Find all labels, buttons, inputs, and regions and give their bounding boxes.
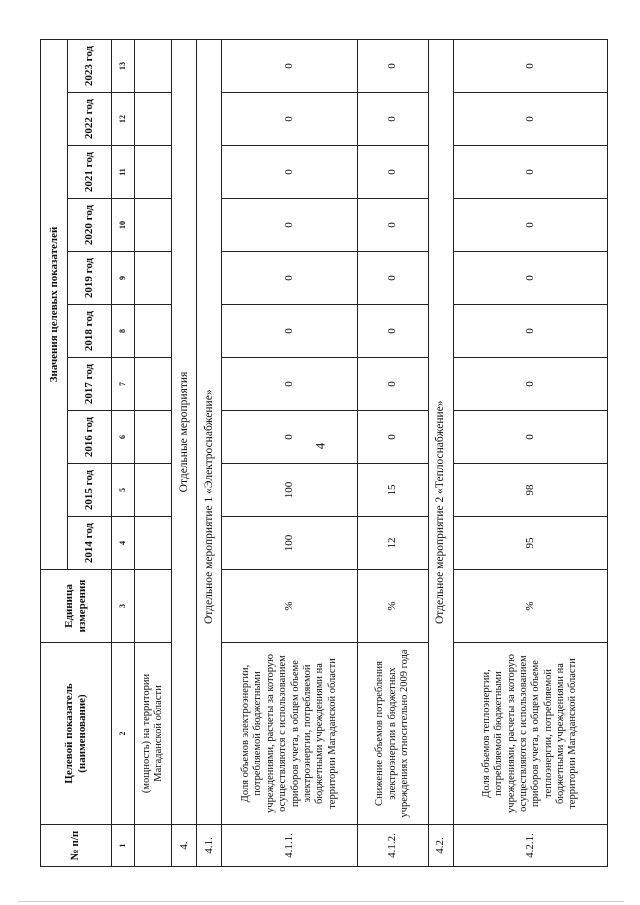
header-unit: Единица измерения [41,570,112,643]
row-value: 95 [453,517,607,570]
row-name: Доля объемов теплоэнергии, потребляемой бюджетными учреждениями, расчеты за которую осуществляются с использованием приборов учета, в общем объеме теплоэнергии, потребляемой бюджетными учреждениями на территории Магаданской области [453,643,607,825]
index-cell: 3 [111,570,134,643]
row-value: 100 [222,517,357,570]
header-year: 2014 год [68,517,112,570]
row-value: 0 [222,146,357,199]
index-cell: 5 [111,464,134,517]
row-value: 0 [222,93,357,146]
subsection-no: 4.2. [428,825,453,867]
header-year: 2015 год [68,464,112,517]
index-row [111,39,134,866]
header-values-group: Значения целевых показателей [41,39,68,569]
header-year: 2022 год [68,93,112,146]
header-year: 2018 год [68,305,112,358]
header-year: 2016 год [68,411,112,464]
row-value: 12 [357,517,428,570]
row-value: 0 [222,411,357,464]
section-no: 4. [172,825,197,867]
row-value: 15 [357,464,428,517]
index-cell: 12 [111,93,134,146]
row-value: 0 [357,252,428,305]
continuation-row [134,39,172,866]
subsection-title: Отдельное мероприятие 1 «Электроснабжение» [197,39,222,824]
index-cell: 8 [111,305,134,358]
header-no: № п/п [41,825,112,867]
index-cell: 1 [111,825,134,867]
row-value: 0 [453,358,607,411]
row-value: 0 [453,39,607,92]
row-no: 4.1.1. [222,825,357,867]
row-value: 0 [453,199,607,252]
index-cell: 6 [111,411,134,464]
row-value: 0 [453,252,607,305]
row-value: 0 [357,146,428,199]
row-unit: % [453,570,607,643]
row-value: 0 [453,411,607,464]
index-cell: 10 [111,199,134,252]
row-value: 0 [222,39,357,92]
table-row [222,39,357,866]
table-row [357,39,428,866]
header-indicator: Целевой показатель (наименование) [41,643,112,825]
index-cell: 2 [111,643,134,825]
row-no: 4.2.1. [453,825,607,867]
row-no: 4.1.2. [357,825,428,867]
row-name: Снижение объемов потребления электроэнергии в бюджетных учреждениях относительно 2009 года [357,643,428,825]
index-cell: 11 [111,146,134,199]
rotated-table-container [40,40,608,867]
row-value: 0 [222,199,357,252]
row-value: 0 [357,39,428,92]
header-year: 2019 год [68,252,112,305]
subsection-no: 4.1. [197,825,222,867]
section-title: Отдельные мероприятия [172,39,197,824]
section-row [172,39,197,866]
row-value: 100 [222,464,357,517]
target-indicators-table [40,39,608,867]
row-value: 0 [453,146,607,199]
index-cell: 13 [111,39,134,92]
index-cell: 9 [111,252,134,305]
subsection-title: Отдельное мероприятие 2 «Теплоснабжение» [428,39,453,824]
row-value: 0 [453,93,607,146]
subsection-row [197,39,222,866]
page-bottom-rule [18,901,624,902]
header-year: 2021 год [68,146,112,199]
row-value: 0 [357,93,428,146]
row-value: 0 [222,305,357,358]
row-unit: % [357,570,428,643]
index-cell: 7 [111,358,134,411]
continuation-text: (мощность) на территории Магаданской области [134,643,172,825]
row-value: 98 [453,464,607,517]
row-name: Доля объемов электроэнергии, потребляемой бюджетными учреждениями, расчеты за которую осуществляются с использованием приборов учета, в общем объеме электроэнергии, потребляемой бюджетными учреждениями на территории Магаданской области [222,643,357,825]
row-value: 0 [357,199,428,252]
row-unit: % [222,570,357,643]
index-cell: 4 [111,517,134,570]
header-year: 2020 год [68,199,112,252]
row-value: 0 [222,252,357,305]
row-value: 0 [222,358,357,411]
page-number: 4 [312,442,327,450]
row-value: 0 [357,358,428,411]
header-year: 2023 год [68,39,112,92]
table-row [453,39,607,866]
row-value: 0 [453,305,607,358]
row-value: 0 [357,411,428,464]
subsection-row [428,39,453,866]
header-year: 2017 год [68,358,112,411]
row-value: 0 [357,305,428,358]
